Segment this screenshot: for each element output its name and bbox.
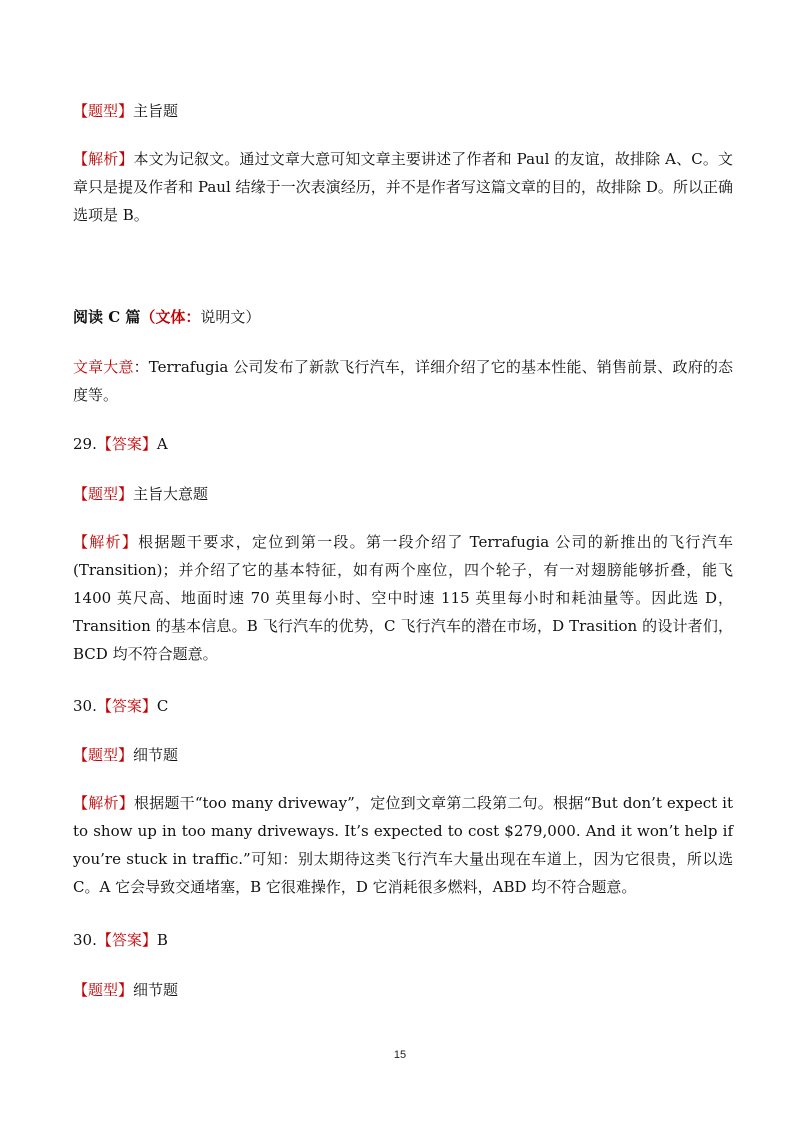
analysis-tag: 【解析】 <box>73 794 134 812</box>
answer-tag: 【答案】 <box>96 697 157 715</box>
type-text: 主旨大意题 <box>133 485 209 503</box>
genre-value: 说明文） <box>200 308 261 326</box>
type-text: 细节题 <box>133 746 179 764</box>
analysis-text: 本文为记叙文。通过文章大意可知文章主要讲述了作者和 Paul 的友谊，故排除 A、C。文章只是提及作者和 Paul 结缘于一次表演经历，并不是作者写这篇文章的目的，故排除 D。所以正确选项是 B。 <box>73 150 733 224</box>
answer-value: A <box>156 435 168 453</box>
analysis-paragraph <box>73 789 733 901</box>
answer-line <box>73 699 168 714</box>
answer-value: B <box>156 931 168 949</box>
summary-text: Terrafugia 公司发布了新款飞行汽车，详细介绍了它的基本性能、销售前景、政府的态度等。 <box>73 358 733 404</box>
analysis-tag: 【解析】 <box>73 150 134 168</box>
genre-label: （文体： <box>140 308 201 326</box>
analysis-paragraph <box>73 528 733 668</box>
question-number: 29. <box>73 435 97 453</box>
type-text: 细节题 <box>133 981 179 999</box>
answer-tag: 【答案】 <box>96 435 157 453</box>
section-title: 阅读 C 篇 <box>73 308 141 326</box>
type-tag: 【题型】 <box>73 485 134 503</box>
answer-value: C <box>156 697 169 715</box>
analysis-text: 根据题干要求，定位到第一段。第一段介绍了 Terrafugia 公司的新推出的飞行汽车(Transition)；并介绍了它的基本特征，如有两个座位，四个轮子，有一对翅膀能够折叠，能飞 1400 英尺高、地面时速 70 英里每小时、空中时速 115 英里每小时和耗油量等。因此选 D，Transition 的基本信息。B 飞行汽车的优势，C 飞行汽车的潜在市场，D Trasition 的设计者们，BCD 均不符合题意。 <box>73 533 733 663</box>
analysis-text: 根据题干“too many driveway”，定位到文章第二段第二句。根据“But don’t expect it to show up in too many driveways. It’s expected to cost $279,000. And it won’t help if you’re stuck in traffic.”可知：别太期待这类飞行汽车大量出现在车道上，因为它很贵，所以选 C。A 它会导致交通堵塞，B 它很难操作，D 它消耗很多燃料，ABD 均不符合题意。 <box>73 794 733 896</box>
question-type-line <box>73 104 178 119</box>
answer-tag: 【答案】 <box>96 931 157 949</box>
question-type-line <box>73 748 178 763</box>
answer-line <box>73 437 168 452</box>
question-type-line <box>73 983 178 998</box>
analysis-paragraph <box>73 145 733 229</box>
summary-colon: ： <box>133 358 149 376</box>
summary-paragraph <box>73 353 733 409</box>
page-number: 15 <box>393 1049 407 1061</box>
question-type-line <box>73 487 208 502</box>
type-tag: 【题型】 <box>73 981 134 999</box>
question-number: 30. <box>73 697 97 715</box>
section-heading <box>73 310 260 325</box>
type-tag: 【题型】 <box>73 746 134 764</box>
type-tag: 【题型】 <box>73 102 134 120</box>
type-text: 主旨题 <box>133 102 179 120</box>
answer-line <box>73 933 168 948</box>
summary-tag: 文章大意 <box>73 358 134 376</box>
question-number: 30. <box>73 931 97 949</box>
analysis-tag: 【解析】 <box>73 533 139 551</box>
